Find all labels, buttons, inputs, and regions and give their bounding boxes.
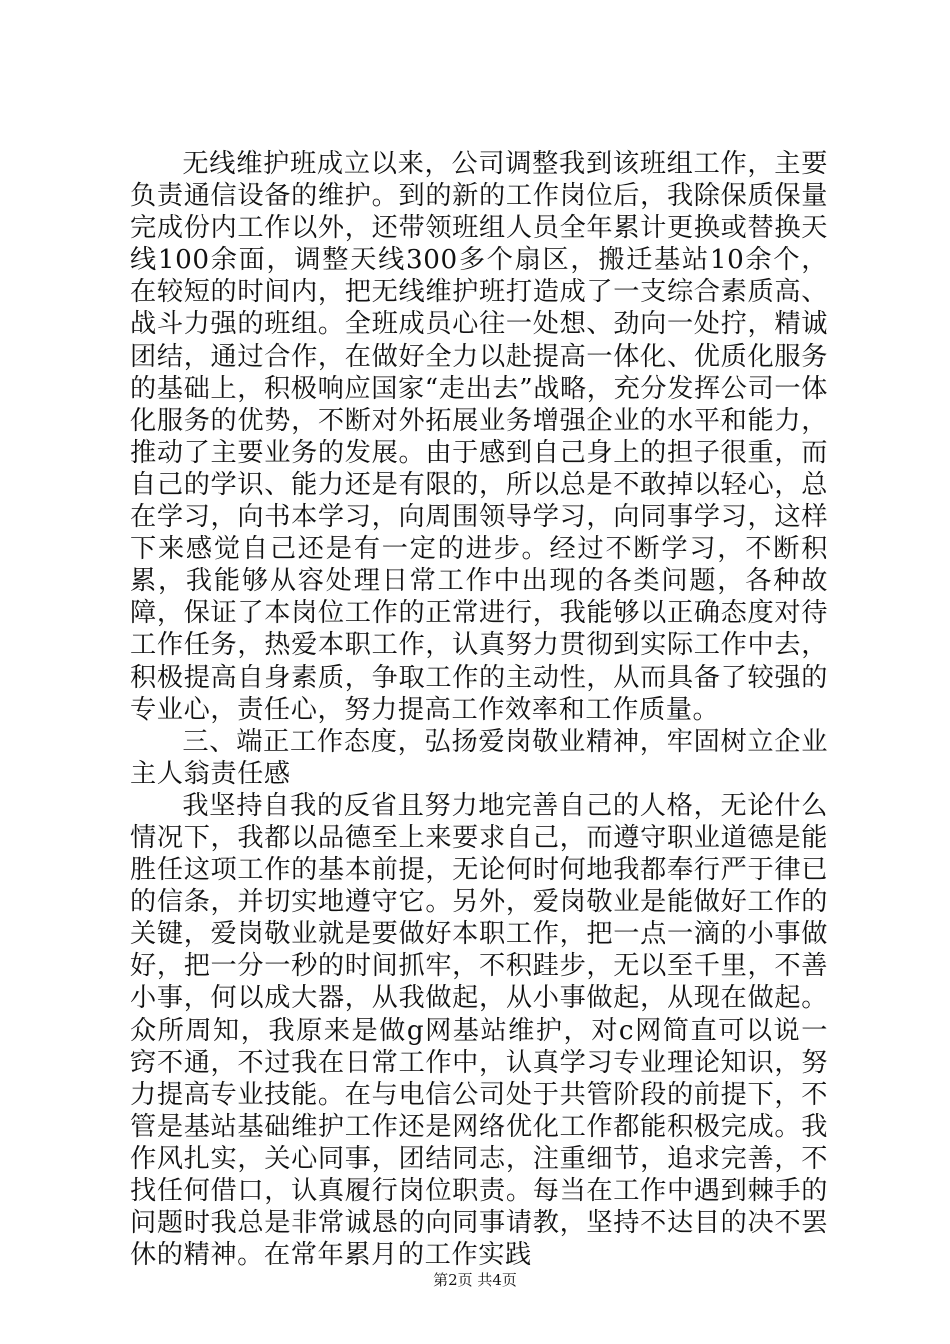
paragraph-professional-ethics: 我坚持自我的反省且努力地完善自己的人格，无论什么情况下，我都以品德至上来要求自己，而遵守职业道德是能胜任这项工作的基本前提，无论何时何地我都奉行严于律已的信条，并切实地遵守它。另外，爱岗敬业是能做好工作的关键，爱岗敬业就是要做好本职工作，把一点一滴的小事做好，把一分一秒的时间抓牢，不积跬步，无以至千里，不善小事，何以成大器，从我做起，从小事做起，从现在做起。众所周知，我原来是做g网基站维护，对c网简直可以说一窍不通，不过我在日常工作中，认真学习专业理论知识，努力提高专业技能。在与电信公司处于共管阶段的前提下，不管是基站基础维护工作还是网络优化工作都能积极完成。我作风扎实，关心同事，团结同志，注重细节，追求完善，不找任何借口，认真履行岗位职责。每当在工作中遇到棘手的问题时我总是非常诚恳的向同事请教，坚持不达目的决不罢休的精神。在常年累月的工作实践 [130, 790, 828, 1271]
document-body [130, 148, 828, 1271]
page-footer [0, 1270, 950, 1290]
page-number-label: 第2页 共4页 [433, 1271, 517, 1289]
paragraph-wireless-maintenance: 无线维护班成立以来，公司调整我到该班组工作，主要负责通信设备的维护。到的新的工作岗位后，我除保质保量完成份内工作以外，还带领班组人员全年累计更换或替换天线100余面，调整天线300多个扇区，搬迁基站10余个，在较短的时间内，把无线维护班打造成了一支综合素质高、战斗力强的班组。全班成员心往一处想、劲向一处拧，精诚团结，通过合作，在做好全力以赴提高一体化、优质化服务的基础上，积极响应国家“走出去”战略，充分发挥公司一体化服务的优势，不断对外拓展业务增强企业的水平和能力，推动了主要业务的发展。由于感到自己身上的担子很重，而自己的学识、能力还是有限的，所以总是不敢掉以轻心，总在学习，向书本学习，向周围领导学习，向同事学习，这样下来感觉自己还是有一定的进步。经过不断学习，不断积累，我能够从容处理日常工作中出现的各类问题，各种故障，保证了本岗位工作的正常进行，我能够以正确态度对待工作任务，热爱本职工作，认真努力贯彻到实际工作中去，积极提高自身素质，争取工作的主动性，从而具备了较强的专业心，责任心，努力提高工作效率和工作质量。 [130, 149, 828, 725]
section-heading-three: 三、端正工作态度，弘扬爱岗敬业精神，牢固树立企业主人翁责任感 [130, 726, 828, 789]
